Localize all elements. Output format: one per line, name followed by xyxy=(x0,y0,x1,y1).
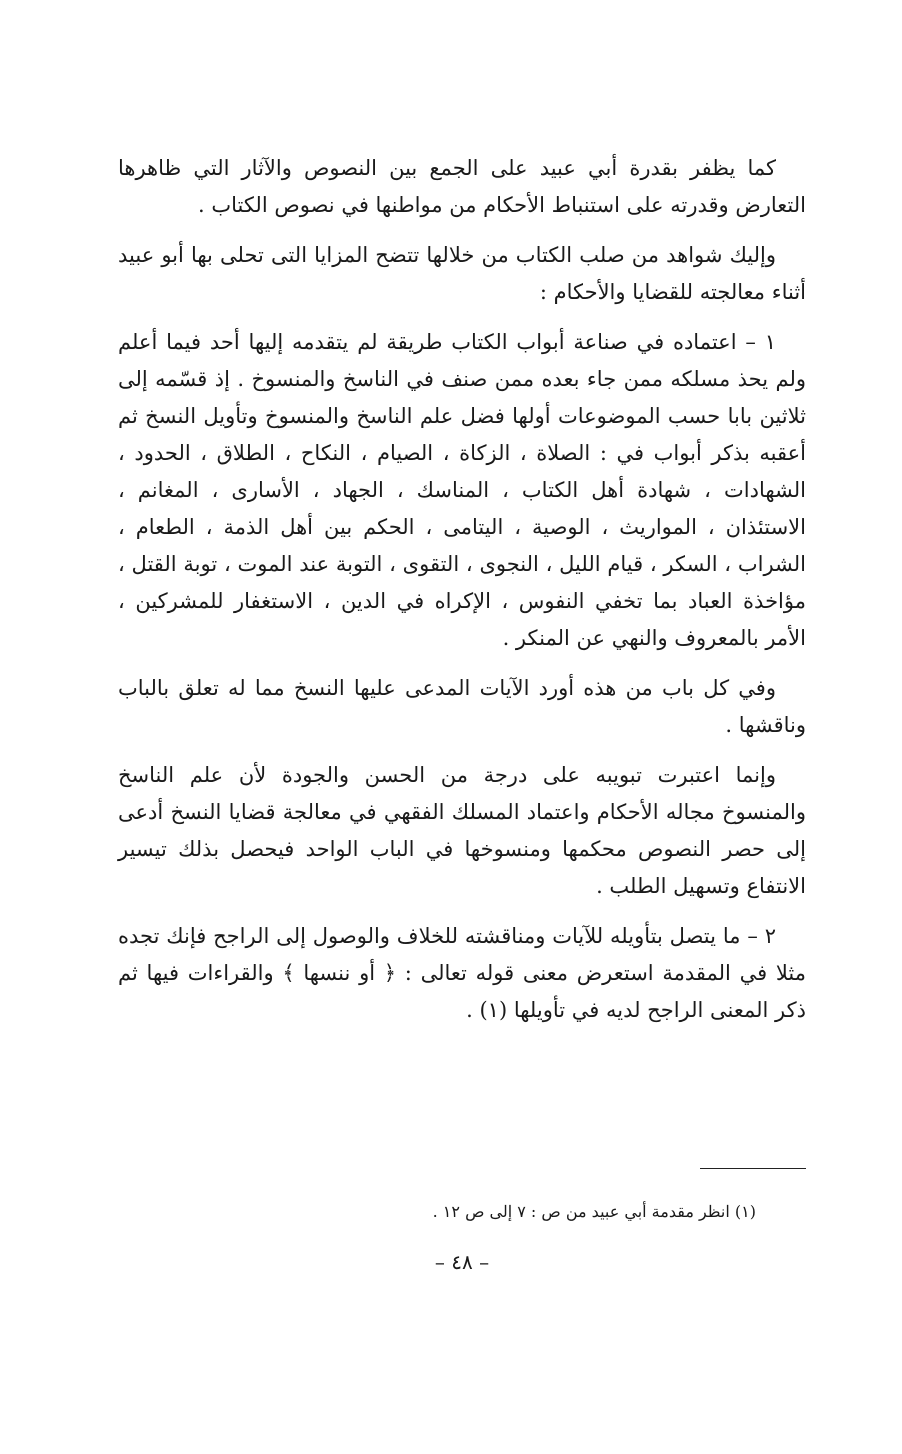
paragraph-2: وإليك شواهد من صلب الكتاب من خلالها تتضح المزايا التى تحلى بها أبو عبيد أثناء معالجته للقضايا والأحكام : xyxy=(118,243,806,304)
paragraph-1: كما يظفر بقدرة أبي عبيد على الجمع بين النصوص والآثار التي ظاهرها التعارض وقدرته على استنباط الأحكام من مواطنها في نصوص الكتاب . xyxy=(118,156,806,217)
footnote-divider xyxy=(700,1168,806,1169)
body-text xyxy=(118,150,806,1029)
paragraph-4: وفي كل باب من هذه أورد الآيات المدعى عليها النسخ مما له تعلق بالباب وناقشها . xyxy=(118,676,806,737)
footnote: (١) انظر مقدمة أبي عبيد من ص : ٧ إلى ص ١٢ . xyxy=(432,1202,756,1221)
page-number: – ٤٨ – xyxy=(434,1250,490,1274)
document-page xyxy=(118,150,806,1290)
paragraph-3: ١ – اعتماده في صناعة أبواب الكتاب طريقة لم يتقدمه إليها أحد فيما أعلم ولم يحذ مسلكه ممن جاء بعده ممن صنف في الناسخ والمنسوخ . إذ قسّمه إلى ثلاثين بابا حسب الموضوعات أولها فضل علم الناسخ والمنسوخ وتأويل النسخ ثم أعقبه بذكر أبواب في : الصلاة ، الزكاة ، الصيام ، النكاح ، الطلاق ، الحدود ، الشهادات ، شهادة أهل الكتاب ، المناسك ، الجهاد ، الأسارى ، المغانم ، الاستئذان ، المواريث ، الوصية ، اليتامى ، الحكم بين أهل الذمة ، الطعام ، الشراب ، السكر ، قيام الليل ، النجوى ، التقوى ، التوبة عند الموت ، توبة القتل ، مؤاخذة العباد بما تخفي النفوس ، الإكراه في الدين ، الاستغفار للمشركين ، الأمر بالمعروف والنهي عن المنكر . xyxy=(118,330,806,650)
paragraph-5: وإنما اعتبرت تبويبه على درجة من الحسن والجودة لأن علم الناسخ والمنسوخ مجاله الأحكام واعتماد المسلك الفقهي في معالجة قضايا النسخ أدعى إلى حصر النصوص محكمها ومنسوخها في الباب الواحد فيحصل بذلك تيسير الانتفاع وتسهيل الطلب . xyxy=(118,763,806,898)
paragraph-6: ٢ – ما يتصل بتأويله للآيات ومناقشته للخلاف والوصول إلى الراجح فإنك تجده مثلا في المقدمة استعرض معنى قوله تعالى : ﴿ أو ننسها ﴾ والقراءات فيها ثم ذكر المعنى الراجح لديه في تأويلها (١) . xyxy=(118,924,806,1022)
